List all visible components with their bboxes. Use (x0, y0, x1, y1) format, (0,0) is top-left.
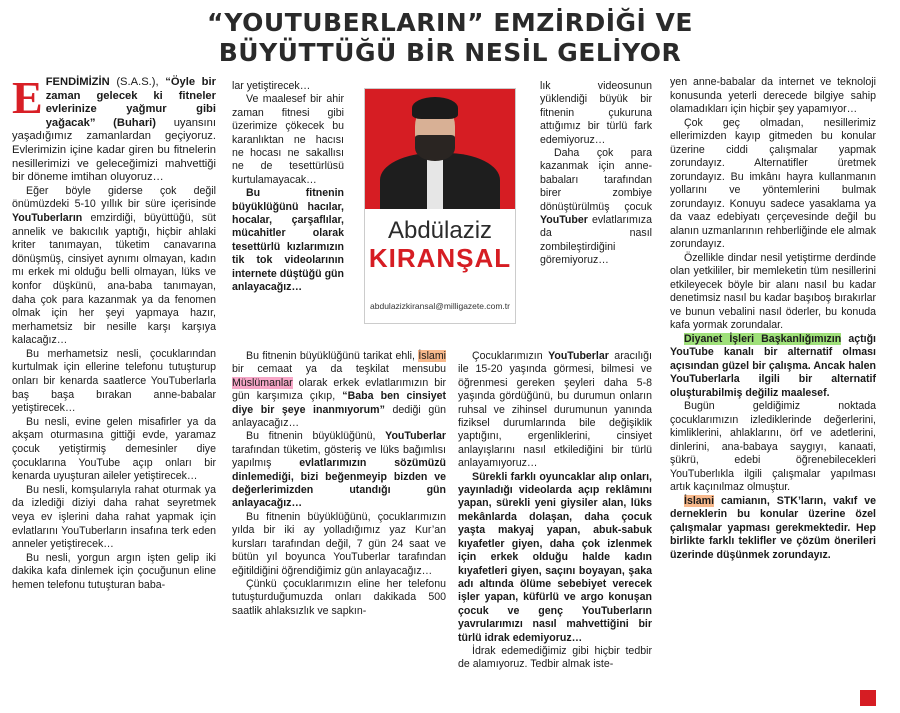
highlight-diyanet: Diyanet İşleri Başkanlığımızın (684, 332, 842, 345)
highlight-islami-2: İslami (684, 494, 715, 507)
lead-paragraph (12, 72, 216, 185)
end-mark (860, 690, 876, 706)
paragraph: Bu fitnenin büyüklüğünü hacılar, hocalar, çarşaflılar, mücahitler olarak tesettürlü kızlarımızın tik tok videolarının internete düştüğü gün anlayacağız… (232, 187, 344, 294)
paragraph: İslami camianın, STK’ların, vakıf ve derneklerin bu konular üzerine özel çalışmalar yapması gerekmektedir. Hep birlikte farklı teklifler ve çözüm önerileri üzerinde düşünmek zorundayız. (670, 494, 876, 561)
paragraph: Bu fitnenin büyüklüğünü, YouTuberlar tarafından tüketim, gösteriş ve lüks bağımlısı yapılmış evlatlarımızın sözümüzü dinlemediği, bizi beğenmeyip bizden ve değerlerimizden utandığı gün anlayacağız… (232, 430, 446, 510)
paragraph: Sürekli farklı oyuncaklar alıp onları, yayınladığı videolarda açıp reklâmını yapan, sürekli yeni giysiler alan, lüks mekânlarda dolaşan, daha çocuk yaşta makyaj yapan, abuk-sabuk kıyafetler giyen, daha çok izlenmek için erkek olduğu halde kadın kıyafetleri giyen, saçını boyayan, şaka adı altında ölüme sebebiyet verecek işler yapan, küfürlü ve argo konuşan çocuk ve genç YouTuberların yavrularımızı nasıl mahvettiğini bir türlü idrak edemiyoruz… (458, 470, 652, 644)
author-last-name: KIRANŞAL (368, 243, 512, 273)
paragraph: lık videosunun yüklendiği büyük bir fitnenin çukuruna attığımız bir türlü fark edemiyoruz… (540, 80, 652, 146)
paragraph: Bu fitnenin büyüklüğünü tarikat ehli, İslami bir cemaat ya da teşkilat mensubu Müslümanlar olarak erkek evlatlarımızın bir gün karşımıza çıkıp, “Baba ben cinsiyet diye bir şeye inanmıyorum” dediği gün anlayacağız… (232, 350, 447, 430)
column-2-top (232, 80, 344, 295)
paragraph: lar yetiştirecek… (232, 80, 311, 92)
lead-rest: uyansını yaşadığımız zamanlardan geçiyoruz. Evlerimizin içine kadar giren bu fitnelerin nesillerimizi ve geleceğimizi mahvettiği bir döneme imtihan oluyoruz… (12, 116, 216, 184)
author-photo-box (364, 88, 516, 324)
column-3-top (540, 80, 652, 268)
paragraph: Çünkü çocuklarımızın eline her telefonu tutuşturduğumuzda onları dakikada 500 saatlik ahlaksızlık ve sapkın- (232, 577, 446, 617)
paragraph: Bu merhametsiz nesli, çocuklarından kurtulmak için ellerine telefonu tutuşturup onları bir kenarda saatlerce YouTuberlarla baş başa bırakan anne-babalar yetiştirecek… (12, 347, 216, 415)
highlight-muslumanlar: Müslümanlar (232, 376, 293, 389)
paragraph: Ve maalesef bir ahir zaman fitnesi gibi üzerimize çökecek bu karanlıktan ne hacısı ne hocası ne sakallısı ne de tesettürlüsü kurtulamayacak… (232, 93, 344, 186)
author-email: abdulazizkiransal@milligazete.com.tr (370, 301, 510, 311)
paragraph: Diyanet İşleri Başkanlığımızın açtığı YouTube kanalı bir alternatif olması açısından güzel bir çalışma. Ancak halen YouTuberlarla ilgili bir alternatif oluşturabilmiş değiliz maalesef. (670, 332, 876, 399)
paragraph: Bu nesli, komşularıyla rahat oturmak ya da izlediği diziyi daha rahat seyretmek veya ev işlerini daha rahat yapmak için evlatlarını YouTuberların insafına terk eden anneler yetiştirecek… (12, 483, 216, 551)
paragraph: Eğer böyle giderse çok değil önümüzdeki 5-10 yıllık bir süre içerisinde YouTuberların emzirdiği, büyüttüğü, süt annelik ve bakıcılık yaptığı, hiçbir ahlaki kriter tanımayan, tüketim canavarına dönüşmüş, cinsiyet aynımı olmayan, kadın mı erkek mi olduğu belli olmayan, lüks ve konfor düşkünü, ana-baba tanımayan, daha çok para kazanmak ya da fenomen olmak için her şeyi yapmaya hazır, merhametsiz bir nesille karşı karşıya kalacağız… (12, 184, 216, 347)
highlight-islami: İslami (418, 350, 446, 362)
lead-name: FENDİMİZİN (45, 76, 110, 88)
column-1 (12, 72, 216, 593)
headline-line-1: “YOUTUBERLARIN” EMZİRDİĞİ VE (207, 8, 693, 37)
paragraph: Özellikle dindar nesil yetiştirme derdinde olan yetkililer, bir memleketin tüm nesillerini etkileyecek böyle bir alanı nasıl bu kadar denetimsiz nasıl bu kadar başıboş bırakırlar ve bunun vebalini nasıl öderler, bu konuda kafa yormak zorundalar. (670, 251, 876, 331)
headline-line-2: BÜYÜTTÜĞÜ BİR NESİL GELİYOR (218, 38, 682, 67)
paragraph: İdrak edemediğimiz gibi hiçbir tedbir de alamıyoruz. Tedbir almak iste- (458, 644, 652, 671)
column-3-bottom (458, 350, 652, 672)
author-photo (365, 89, 515, 209)
paragraph: Çocuklarımızın YouTuberlar aracılığı ile 15-20 yaşında görmesi, bilmesi ve öğrenmesi gereken şeyleri daha 5-8 yaşında gördüğünü, bu durumun onların ruhsal ve zihinsel durumunun yanında fiziksel durumlarında bile değişiklik yaptığını, ergenliklerini, cinsiyet anlayışlarını nasıl etkilediğini bir türlü anlayamıyoruz… (458, 350, 652, 470)
lead-quote: “Öyle bir zaman gelecek ki fitneler evlerinize yağmur gibi yağacak” (Buhari) (45, 76, 216, 129)
headline (120, 8, 780, 68)
paragraph: Bu nesli, yorgun argın işten gelip iki dakika kafa dinlemek için çocuğunun eline hemen telefonu tutuşturan baba- (12, 551, 216, 591)
paragraph: Çok geç olmadan, nesillerimiz ellerimizden kayıp gitmeden bu konular üzerine ciddi çalışmalar yapmak zorundayız. Alternatifler üretmek zorundayız. Bu imkânı hayra kullanmanın yollarını ve yöntemlerini bulmak zorundayız. Konuyu sadece yasaklama ya da vaaz edebiyatı çerçevesinde değil bu alanın uzmanlarının rehberliğinde ele almak zorundayız. (670, 116, 876, 250)
paragraph: Daha çok para kazanmak için anne-babaları tarafından birer zombiye dönüştürülmüş çocuk YouTuber evlatlarımıza da nasıl zombileştirdiğini göremiyoruz… (540, 147, 652, 267)
dropcap: E (12, 72, 43, 123)
column-2-bottom (232, 350, 446, 618)
paragraph: yen anne-babalar da internet ve teknoloji konusunda yeterli derecede bilgiye sahip olamadıkları için hiçbir şey yapamıyor… (670, 76, 876, 115)
column-4 (670, 76, 876, 562)
paragraph: Bugün geldiğimiz noktada çocuklarımızın izlediklerinde değerlerini, kimliklerini, ahlaklarını, örf ve adetlerini, dinlerini, ana-babaya saygıyı, kanaati, şükrü, edebi öğrenebilecekleri YouTuberlıkla ilgili çalışmalar yapılması artık kaçınılmaz olmuştur. (670, 400, 876, 493)
lead-sas: (S.A.S.), (109, 76, 166, 88)
paragraph: Bu nesli, evine gelen misafirler ya da akşam oturmasına gittiği evde, yaramaz çocuk yetiştirmiş demesinler diye çocuklarına YouTube açıp onları bir kenarda uyuşturan aileler yetiştirecek… (12, 415, 216, 483)
paragraph: Bu fitnenin büyüklüğünü, çocuklarımızın yılda bir iki ay yolladığımız yaz Kur’an kursları tarafından değil, 7 gün 24 saat ve bütün yıl boyunca YouTuberlar tarafından eğitildiğini öğrendiğimiz gün anlayacağız… (232, 510, 446, 577)
author-first-name: Abdülaziz (387, 217, 493, 244)
